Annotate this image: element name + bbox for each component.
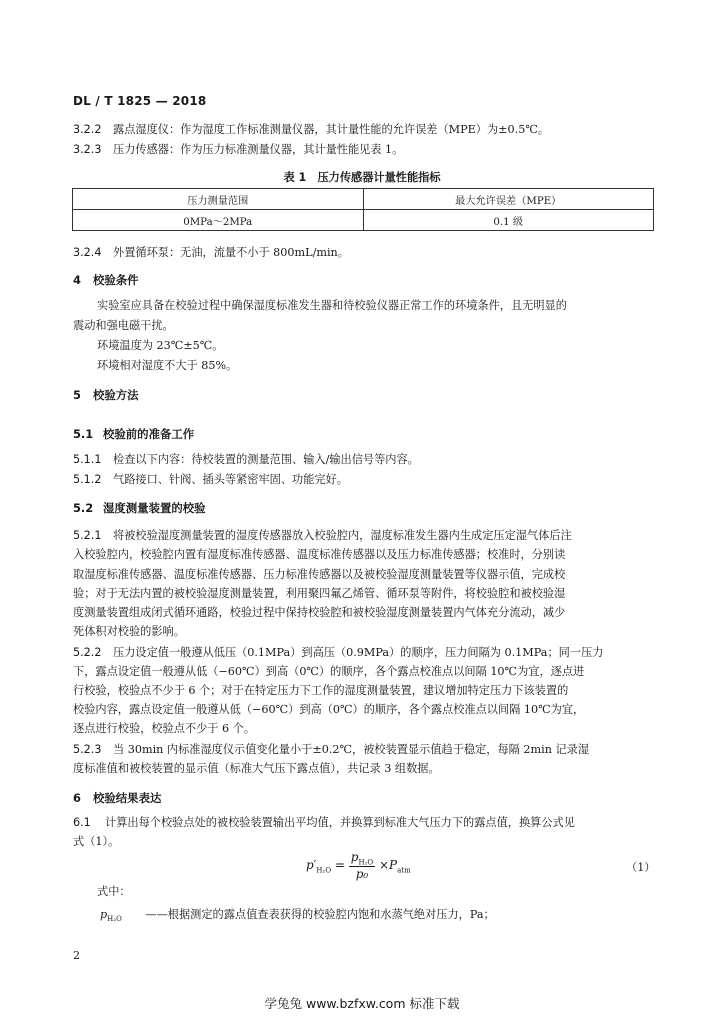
formula-fraction bbox=[349, 850, 375, 881]
paragraph-line: 将被校验湿度测量装置的湿度传感器放入校验腔内，湿度标准发生器内生成定压定湿气体后注 bbox=[113, 529, 572, 542]
section-5-2-heading bbox=[73, 500, 206, 516]
paragraph-line: 震动和强电磁干扰。 bbox=[73, 319, 174, 332]
where-definition bbox=[100, 907, 495, 927]
paragraph-line: 验；对于无法内置的被校验湿度测量装置，利用聚四氟乙烯管、循环泵等附件，将校验腔和被校验湿 bbox=[73, 587, 566, 600]
formula-rhs: P bbox=[389, 858, 398, 873]
where-symbol-subscript: H₂O bbox=[107, 915, 122, 924]
section-number: 6 bbox=[73, 791, 81, 805]
formula-numerator: p bbox=[350, 850, 359, 864]
formula-1 bbox=[306, 850, 411, 881]
equation-number: （1） bbox=[626, 861, 656, 874]
clause-text: 外置循环泵：无油，流量不小于 800mL/min。 bbox=[113, 246, 349, 259]
table-header-cell: 压力测量范围 bbox=[73, 189, 364, 210]
paragraph-line: 死体积对校验的影响。 bbox=[73, 625, 185, 638]
clause-text: 检查以下内容：待校装置的测量范围、输入/输出信号等内容。 bbox=[113, 453, 419, 466]
paragraph-line: 当 30min 内标准湿度仪示值变化量小于±0.2℃，被校装置显示值趋于稳定，每隔 2min 记录湿 bbox=[113, 743, 590, 756]
table-header-row bbox=[73, 189, 654, 210]
paragraph-line: 环境温度为 23℃±5℃。 bbox=[97, 339, 224, 352]
formula-lhs: p′ bbox=[306, 858, 317, 873]
section-number: 5 bbox=[73, 388, 81, 402]
section-number: 5.1 bbox=[73, 427, 94, 441]
section-5-heading bbox=[73, 387, 139, 403]
clause-number: 3.2.3 bbox=[73, 143, 102, 156]
paragraph-line: 校验内容，露点设定值一般遵从低（−60℃）到高（0℃）的顺序，各个露点校准点以间隔 10℃为宜， bbox=[73, 703, 585, 716]
section-title: 校验方法 bbox=[93, 388, 139, 402]
section-title: 校验前的准备工作 bbox=[103, 427, 195, 441]
clause-5-2-3 bbox=[73, 742, 589, 758]
section-4-heading bbox=[73, 272, 139, 288]
formula-times: × bbox=[378, 858, 390, 873]
clause-number: 5.2.1 bbox=[73, 529, 102, 542]
section-title: 校验条件 bbox=[93, 273, 139, 287]
section-5-1-heading bbox=[73, 426, 194, 442]
section-number: 4 bbox=[73, 273, 81, 287]
paragraph-line: 式（1）。 bbox=[73, 835, 120, 848]
clause-6-1 bbox=[73, 815, 575, 831]
section-title: 湿度测量装置的校验 bbox=[103, 501, 206, 515]
clause-text: 露点湿度仪：作为湿度工作标准测量仪器，其计量性能的允许误差（MPE）为±0.5℃。 bbox=[113, 123, 550, 136]
equals-sign: = bbox=[334, 858, 345, 873]
clause-5-1-1 bbox=[73, 452, 419, 468]
clause-5-2-1 bbox=[73, 528, 572, 544]
paragraph-line: 计算出每个校验点处的被校验装置输出平均值，并换算到标准大气压力下的露点值，换算公式见 bbox=[105, 816, 575, 829]
paragraph-line: 实验室应具备在校验过程中确保湿度标准发生器和待校验仪器正常工作的环境条件，且无明显的 bbox=[97, 299, 567, 312]
where-label: 式中： bbox=[97, 885, 131, 898]
table-caption: 表 1 压力传感器计量性能指标 bbox=[283, 171, 441, 184]
standard-header: DL / T 1825 — 2018 bbox=[73, 94, 207, 108]
formula-numerator-subscript: H₂O bbox=[358, 858, 374, 867]
section-title: 校验结果表达 bbox=[93, 791, 162, 805]
paragraph-line: 下，露点设定值一般遵从低（−60℃）到高（0℃）的顺序，各个露点校准点以间隔 10℃为宜，逐点进 bbox=[73, 665, 585, 678]
clause-3-2-4 bbox=[73, 245, 349, 261]
table-row bbox=[73, 210, 654, 231]
clause-number: 5.2.3 bbox=[73, 743, 102, 756]
clause-number: 3.2.2 bbox=[73, 123, 102, 136]
paragraph-line: 取湿度标准传感器、温度标准传感器、压力标准传感器以及被校验湿度测量装置等仪器示值，完成校 bbox=[73, 568, 566, 581]
clause-number: 5.1.2 bbox=[73, 473, 102, 486]
clause-5-1-2 bbox=[73, 472, 348, 488]
clause-number: 6.1 bbox=[73, 816, 91, 829]
pressure-sensor-table bbox=[72, 188, 654, 231]
where-symbol: p bbox=[100, 908, 108, 921]
paragraph-line: 度测量装置组成闭式循环通路，校验过程中保持校验腔和被校验湿度测量装置内气体充分流动，减少 bbox=[73, 606, 566, 619]
paragraph-line: 入校验腔内，校验腔内置有湿度标准传感器、温度标准传感器以及压力标准传感器；校准时，分别读 bbox=[73, 548, 566, 561]
clause-3-2-2 bbox=[73, 122, 549, 138]
page-number: 2 bbox=[73, 949, 81, 962]
paragraph-line: 压力设定值一般遵从低压（0.1MPa）到高压（0.9MPa）的顺序，压力间隔为 0.1MPa；同一压力 bbox=[113, 646, 604, 659]
paragraph-line: 逐点进行校验，校验点不少于 6 个。 bbox=[73, 722, 256, 735]
clause-number: 5.1.1 bbox=[73, 453, 102, 466]
paragraph-line: 行校验，校验点不少于 6 个；对于在特定压力下工作的湿度测量装置，建议增加特定压力下该装置的 bbox=[73, 684, 569, 697]
footer-watermark[interactable]: 学兔兔 www.bzfxw.com 标准下载 bbox=[264, 996, 460, 1011]
clause-number: 3.2.4 bbox=[73, 246, 102, 259]
paragraph-line: 度标准值和被校装置的显示值（标准大气压下露点值），共记录 3 组数据。 bbox=[73, 762, 440, 775]
clause-text: 气路接口、针阀、插头等紧密牢固、功能完好。 bbox=[113, 473, 348, 486]
formula-denominator: p₀ bbox=[355, 867, 369, 882]
section-number: 5.2 bbox=[73, 501, 94, 515]
clause-5-2-2 bbox=[73, 645, 603, 661]
paragraph-line: 环境相对湿度不大于 85%。 bbox=[97, 359, 238, 372]
formula-rhs-subscript: atm bbox=[397, 866, 411, 875]
formula-lhs-subscript: H₂O bbox=[316, 866, 332, 875]
table-cell: 0MPa～2MPa bbox=[73, 210, 364, 231]
table-cell: 0.1 级 bbox=[363, 210, 654, 231]
where-description: ——根据测定的露点值查表获得的校验腔内饱和水蒸气绝对压力，Pa； bbox=[145, 908, 495, 921]
clause-number: 5.2.2 bbox=[73, 646, 102, 659]
clause-3-2-3 bbox=[73, 142, 403, 158]
section-6-heading bbox=[73, 790, 161, 806]
clause-text: 压力传感器：作为压力标准测量仪器，其计量性能见表 1。 bbox=[113, 143, 404, 156]
table-header-cell: 最大允许误差（MPE） bbox=[363, 189, 654, 210]
